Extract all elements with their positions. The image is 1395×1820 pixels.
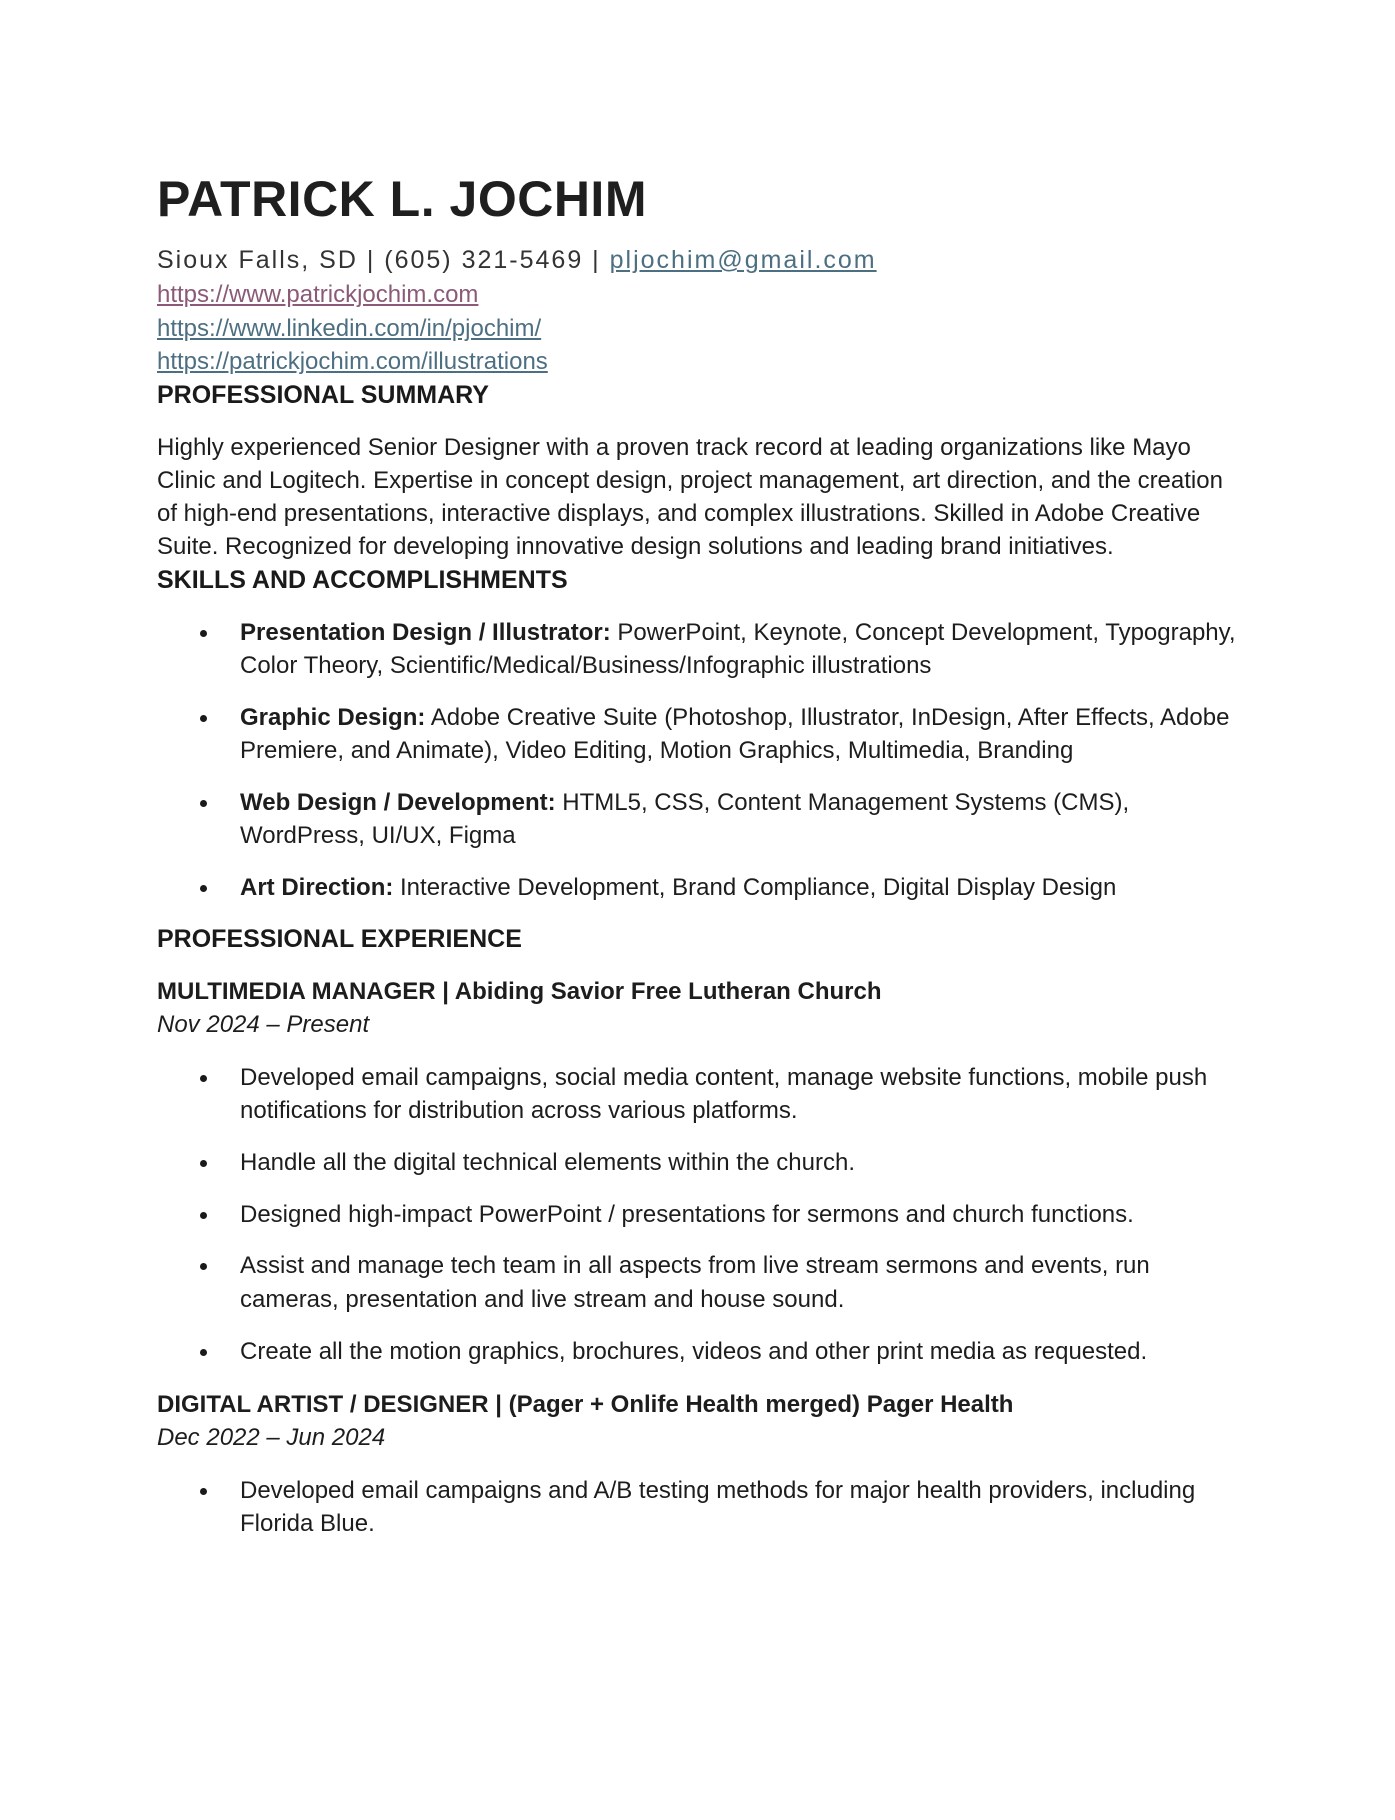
list-item — [157, 1198, 1245, 1231]
bullet-text: Developed email campaigns, social media content, manage website functions, mobile push notifications for distribution across various platforms. — [240, 1063, 1208, 1125]
location-phone: Sioux Falls, SD | (605) 321-5469 | — [157, 246, 610, 274]
bullet-icon — [200, 1160, 207, 1167]
list-item — [157, 701, 1245, 768]
list-item — [157, 1146, 1245, 1179]
bullet-text: Designed high-impact PowerPoint / presentations for sermons and church functions. — [240, 1200, 1134, 1228]
list-item — [157, 1249, 1245, 1316]
bullet-text: Handle all the digital technical elements within the church. — [240, 1148, 856, 1176]
experience-heading: PROFESSIONAL EXPERIENCE — [157, 924, 522, 953]
website-link[interactable]: https://www.patrickjochim.com — [157, 281, 479, 308]
job-title: MULTIMEDIA MANAGER | Abiding Savior Free Lutheran Church — [157, 977, 882, 1005]
bullet-text: Create all the motion graphics, brochures, videos and other print media as requested. — [240, 1337, 1148, 1365]
skill-label: Graphic Design: — [240, 703, 426, 731]
job-title: DIGITAL ARTIST / DESIGNER | (Pager + Onlife Health merged) Pager Health — [157, 1390, 1014, 1418]
list-item — [157, 1474, 1245, 1541]
bullet-icon — [200, 1212, 207, 1219]
list-item — [157, 871, 1245, 904]
skill-text: Interactive Development, Brand Compliance, Digital Display Design — [393, 873, 1117, 901]
job-dates: Nov 2024 – Present — [157, 1010, 370, 1038]
summary-text: Highly experienced Senior Designer with a proven track record at leading organizations like Mayo Clinic and Logitech. Expertise in concept design, project management, art direction, and the creation of high-end presentations, interactive displays, and complex illustrations. Skilled in Adobe Creative Suite. Recognized for developing innovative design solutions and leading brand initiatives. — [157, 433, 1223, 561]
job-bullets — [157, 1474, 1245, 1541]
email-link[interactable]: pljochim@gmail.com — [609, 246, 877, 274]
bullet-text: Developed email campaigns and A/B testing methods for major health providers, including Florida Blue. — [240, 1476, 1196, 1538]
skill-label: Web Design / Development: — [240, 788, 556, 816]
linkedin-link[interactable]: https://www.linkedin.com/in/pjochim/ — [157, 314, 542, 342]
bullet-icon — [200, 715, 207, 722]
bullet-icon — [200, 630, 207, 637]
skill-text: HTML5, CSS, Content Management Systems (CMS), WordPress, UI/UX, Figma — [240, 788, 1130, 850]
list-item — [157, 786, 1245, 853]
bullet-icon — [200, 1075, 207, 1082]
skills-list — [157, 616, 1245, 905]
list-item — [157, 616, 1245, 683]
contact-links — [157, 278, 1245, 379]
illustrations-link[interactable]: https://patrickjochim.com/illustrations — [157, 348, 548, 375]
list-item — [157, 1335, 1245, 1368]
bullet-icon — [200, 1349, 207, 1356]
job-entry — [157, 1388, 1245, 1541]
bullet-icon — [200, 885, 207, 892]
contact-line — [157, 244, 1245, 276]
job-bullets — [157, 1061, 1245, 1368]
job-entry — [157, 975, 1245, 1368]
summary-heading: PROFESSIONAL SUMMARY — [157, 380, 489, 409]
job-dates: Dec 2022 – Jun 2024 — [157, 1423, 386, 1451]
skills-heading: SKILLS AND ACCOMPLISHMENTS — [157, 565, 568, 594]
skill-text: PowerPoint, Keynote, Concept Development, Typography, Color Theory, Scientific/Medical/Business/Infographic illustrations — [240, 618, 1236, 679]
list-item — [157, 1061, 1245, 1128]
skill-text: Adobe Creative Suite (Photoshop, Illustrator, InDesign, After Effects, Adobe Premiere, and Animate), Video Editing, Motion Graphics, Multimedia, Branding — [240, 703, 1230, 765]
skill-label: Art Direction: — [240, 873, 394, 901]
bullet-icon — [200, 800, 207, 807]
bullet-text: Assist and manage tech team in all aspects from live stream sermons and events, run cameras, presentation and live stream and house sound. — [240, 1252, 1150, 1313]
bullet-icon — [200, 1263, 207, 1270]
bullet-icon — [200, 1488, 207, 1495]
resume-name: PATRICK L. JOCHIM — [157, 171, 647, 227]
skill-label: Presentation Design / Illustrator: — [240, 618, 611, 646]
